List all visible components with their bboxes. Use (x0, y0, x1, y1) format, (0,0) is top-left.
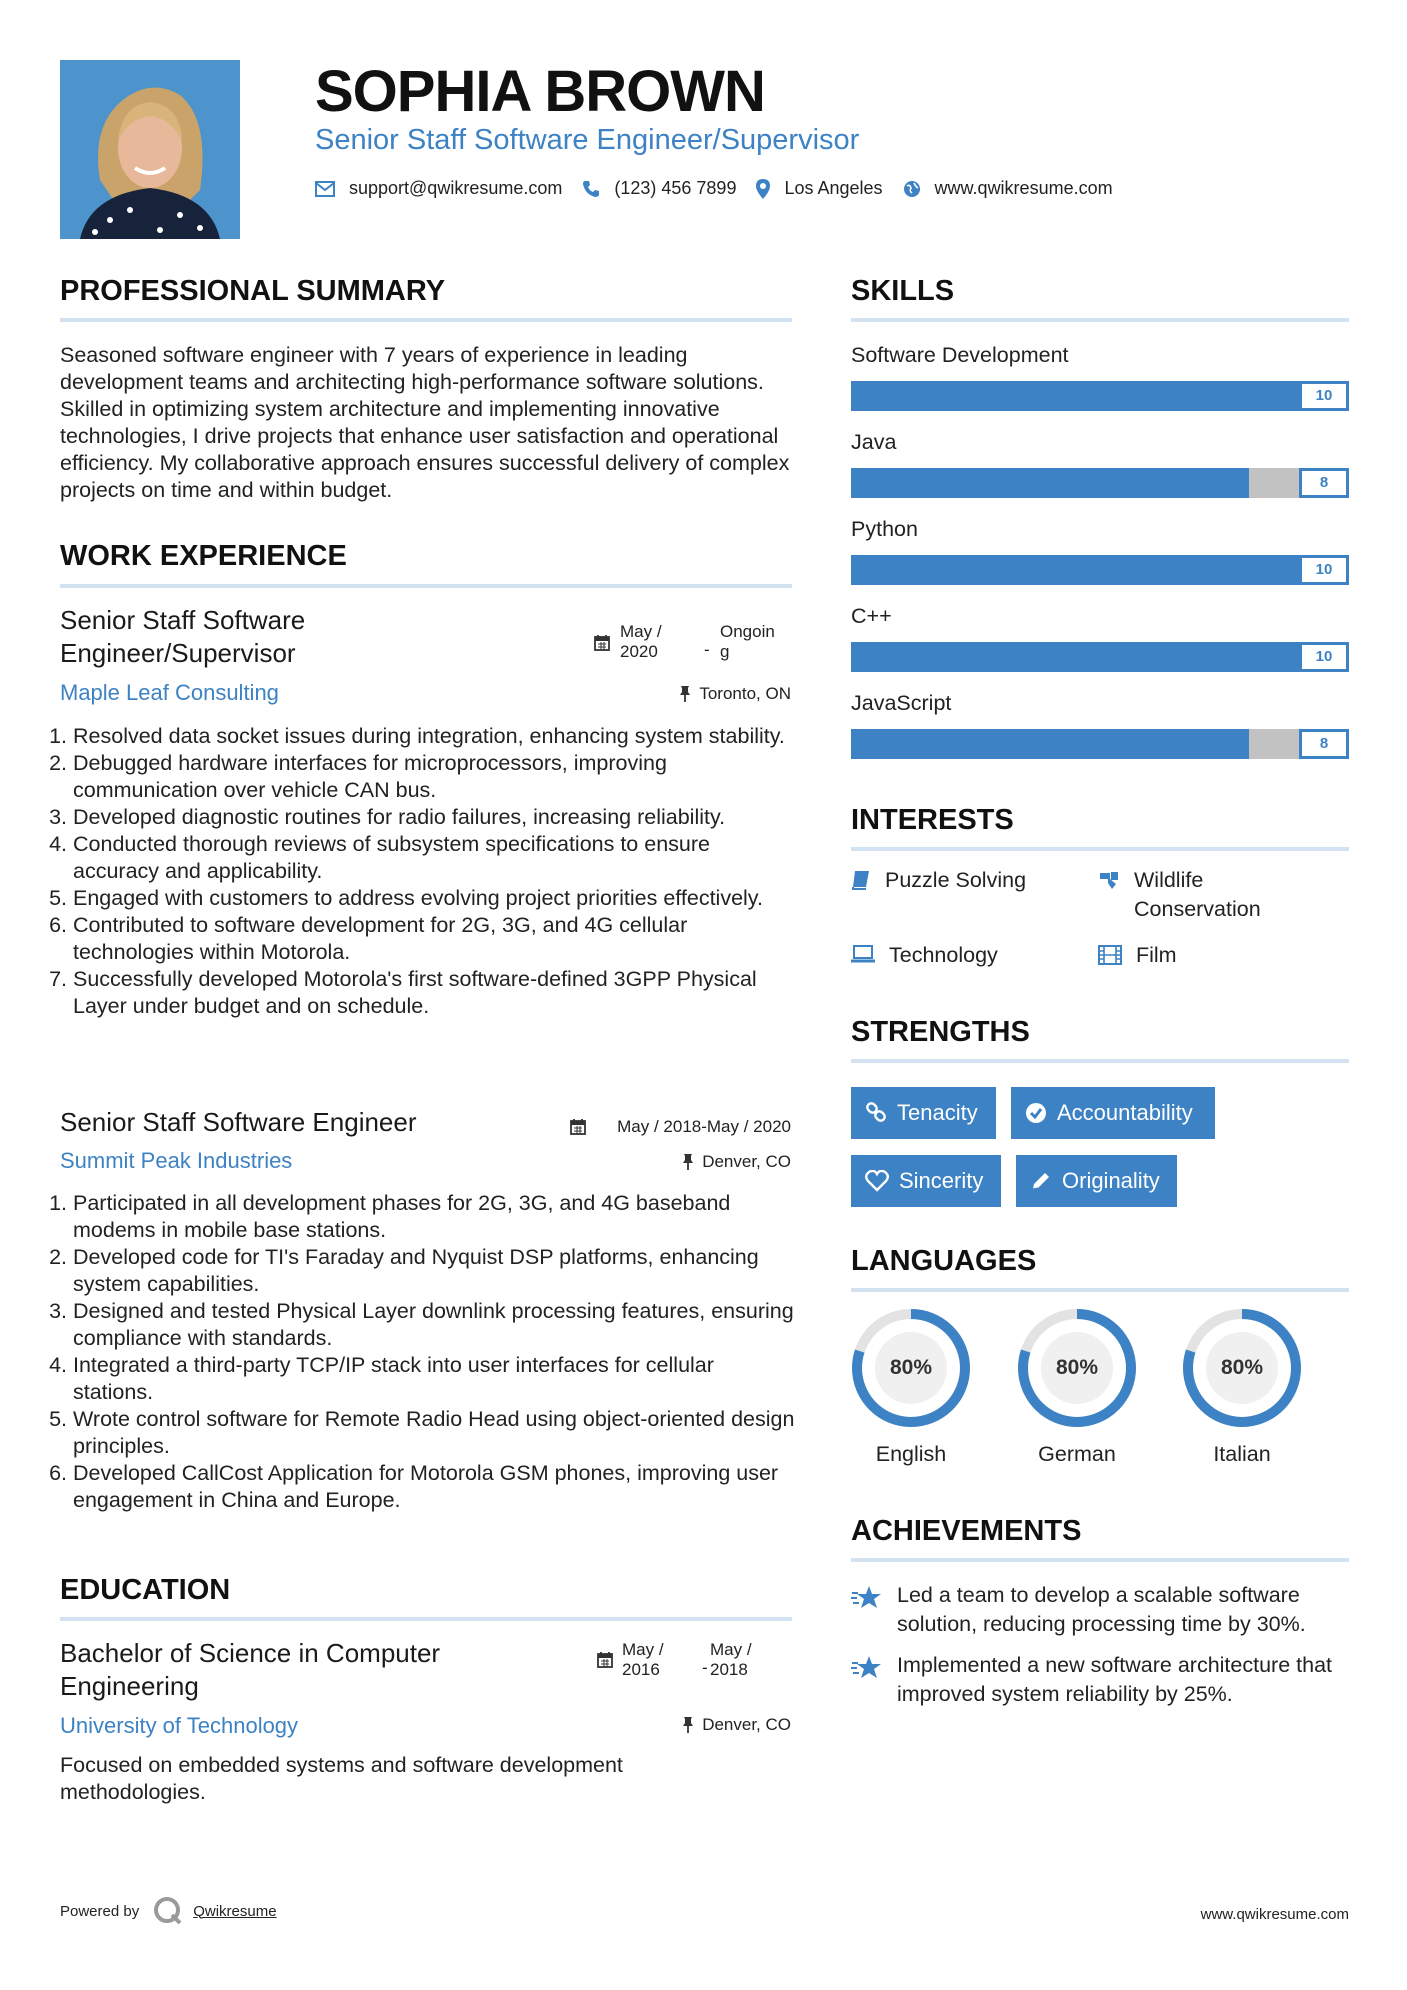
summary-heading: PROFESSIONAL SUMMARY (60, 275, 446, 307)
skill-label: Python (851, 517, 918, 541)
language-percent: 80% (1055, 1356, 1099, 1379)
star-icon (851, 1585, 883, 1611)
job-1-location-text: Toronto, ON (699, 684, 791, 703)
qwikresume-link[interactable]: Qwikresume (193, 1902, 277, 1920)
skill-label: Java (851, 430, 897, 454)
globe-icon (903, 180, 921, 198)
skill-bar (851, 642, 1349, 672)
list-item: 6. Developed CallCost Application for Motorola GSM phones, improving user engagement in China and Europe. (73, 1460, 795, 1514)
skills-heading: SKILLS (851, 275, 955, 307)
strength-label: Sincerity (899, 1168, 984, 1193)
contact-phone-text: (123) 456 7899 (614, 178, 737, 198)
interests-rule (851, 847, 1349, 851)
skill-label: Software Development (851, 343, 1069, 367)
skill-fill (851, 729, 1249, 759)
calendar-icon (597, 1651, 613, 1668)
list-item: 3. Designed and tested Physical Layer downlink processing features, ensuring compliance with standards. (73, 1298, 795, 1352)
star-icon (851, 1655, 883, 1681)
envelope-icon (315, 181, 335, 197)
skill-fill (851, 468, 1249, 498)
laptop-icon (851, 945, 875, 963)
strength-label: Originality (1062, 1168, 1160, 1193)
contact-website-text: www.qwikresume.com (934, 178, 1113, 198)
language-name: Italian (1213, 1442, 1271, 1466)
education-date-start: May / 2016 (622, 1640, 664, 1679)
pencil-icon (1030, 1170, 1052, 1192)
calendar-icon (570, 1118, 586, 1135)
skill-fill (851, 381, 1349, 411)
candidate-title: Senior Staff Software Engineer/Supervisor (315, 124, 860, 156)
list-item: 4. Conducted thorough reviews of subsystem specifications to ensure accuracy and applicability. (73, 831, 795, 885)
link-icon (865, 1102, 887, 1124)
skill-label: C++ (851, 604, 892, 628)
interest-label: Film (1136, 943, 1177, 967)
skill-label: JavaScript (851, 691, 952, 715)
skill-score: 10 (1299, 642, 1349, 672)
strength-tag (851, 1087, 996, 1139)
skill-score: 10 (1299, 381, 1349, 411)
education-location (682, 1715, 791, 1735)
language-item (849, 1306, 973, 1467)
interest-label: Puzzle Solving (885, 868, 1027, 892)
list-item: 1. Participated in all development phases for 2G, 3G, and 4G baseband modems in mobile base stations. (73, 1190, 795, 1244)
skill-fill (851, 642, 1349, 672)
achievement-item (851, 1581, 1349, 1639)
language-percent: 80% (1220, 1356, 1264, 1379)
experience-heading: WORK EXPERIENCE (60, 540, 347, 572)
skill-score: 8 (1299, 468, 1349, 498)
list-item: 5. Engaged with customers to address evolving project priorities effectively. (73, 885, 795, 912)
calendar-icon (594, 634, 610, 651)
interest-label: Wildlife Conservation (1134, 868, 1261, 921)
skill-score: 8 (1299, 729, 1349, 759)
languages-rule (851, 1288, 1349, 1292)
map-marker-icon (756, 179, 770, 199)
education-description: Focused on embedded systems and software development methodologies. (60, 1753, 623, 1804)
achievements-heading: ACHIEVEMENTS (851, 1515, 1082, 1547)
job-1-date-separator: - (704, 640, 710, 659)
education-school[interactable]: University of Technology (60, 1713, 299, 1738)
education-date-end: May / 2018 (710, 1640, 752, 1679)
list-item: 3. Developed diagnostic routines for radio failures, increasing reliability. (73, 804, 795, 831)
education-date-separator: - (702, 1658, 708, 1677)
strength-tag (1011, 1087, 1215, 1139)
summary-text: Seasoned software engineer with 7 years of experience in leading development teams and architecting high-performance software solutions. Skilled in optimizing system architecture and implementing innovative technologies, I drive projects that enhance user satisfaction and operational efficiency. My collaborative approach ensures successful delivery of complex projects on time and within budget. (60, 343, 790, 502)
phone-icon (582, 180, 600, 198)
job-1-date-start: May / 2020 (620, 622, 662, 661)
contact-location (756, 178, 882, 199)
paw-icon (1098, 870, 1120, 890)
interest-item (851, 941, 1091, 970)
list-item: 6. Contributed to software development for 2G, 3G, and 4G cellular technologies within Motorola. (73, 912, 795, 966)
achievements-rule (851, 1558, 1349, 1562)
skill-bar (851, 729, 1349, 759)
languages-heading: LANGUAGES (851, 1245, 1037, 1277)
strength-label: Tenacity (897, 1100, 978, 1125)
job-2-date: May / 2018-May / 2020 (617, 1117, 791, 1136)
interest-item (1098, 866, 1298, 924)
contact-location-text: Los Angeles (784, 178, 883, 198)
list-item: 2. Developed code for TI's Faraday and Nyquist DSP platforms, enhancing system capabilities. (73, 1244, 795, 1298)
list-item: 7. Successfully developed Motorola's first software-defined 3GPP Physical Layer under budget and on schedule. (73, 966, 795, 1020)
language-name: German (1038, 1442, 1116, 1466)
job-1-title: Senior Staff Software Engineer/Supervisor (60, 605, 306, 668)
contact-email[interactable] (315, 178, 562, 199)
job-1-bullets (55, 723, 795, 1020)
education-heading: EDUCATION (60, 1574, 231, 1606)
footer-powered-by (60, 1896, 277, 1926)
skills-rule (851, 318, 1349, 322)
film-icon (1098, 945, 1122, 965)
pin-icon (682, 1716, 694, 1734)
check-circle-icon (1025, 1102, 1047, 1124)
heart-icon (865, 1170, 889, 1192)
job-2-location (682, 1152, 791, 1172)
education-location-text: Denver, CO (702, 1715, 791, 1734)
job-2-company[interactable]: Summit Peak Industries (60, 1148, 293, 1173)
strength-label: Accountability (1057, 1100, 1193, 1125)
candidate-name: SOPHIA BROWN (315, 59, 765, 124)
strengths-heading: STRENGTHS (851, 1016, 1030, 1048)
achievement-item (851, 1651, 1349, 1709)
list-item: 1. Resolved data socket issues during integration, enhancing system stability. (73, 723, 795, 750)
list-item: 5. Wrote control software for Remote Radio Head using object-oriented design principles. (73, 1406, 795, 1460)
skill-bar (851, 381, 1349, 411)
strength-tag (1016, 1155, 1177, 1207)
contact-phone[interactable] (582, 178, 736, 199)
strengths-rule (851, 1059, 1349, 1063)
language-item (1180, 1306, 1304, 1467)
experience-rule (60, 584, 792, 588)
book-icon (851, 870, 871, 890)
achievement-text: Implemented a new software architecture that improved system reliability by 25%. (897, 1653, 1332, 1706)
powered-by-text: Powered by (60, 1902, 140, 1920)
qwikresume-logo-icon (153, 1896, 183, 1926)
interests-heading: INTERESTS (851, 804, 1014, 836)
interest-item (1098, 941, 1298, 970)
contact-email-text: support@qwikresume.com (349, 178, 563, 198)
interest-item (851, 866, 1091, 895)
skill-bar (851, 468, 1349, 498)
interest-label: Technology (889, 943, 998, 967)
skill-score: 10 (1299, 555, 1349, 585)
language-percent: 80% (889, 1356, 933, 1379)
job-2-title: Senior Staff Software Engineer (60, 1107, 417, 1137)
contact-bar (315, 178, 1133, 199)
job-2-bullets (55, 1190, 795, 1514)
summary-rule (60, 318, 792, 322)
skill-fill (851, 555, 1349, 585)
education-rule (60, 1617, 792, 1621)
job-1-company[interactable]: Maple Leaf Consulting (60, 680, 279, 705)
list-item: 2. Debugged hardware interfaces for microprocessors, improving communication over vehicle CAN bus. (73, 750, 795, 804)
strength-tag (851, 1155, 1001, 1207)
language-name: English (875, 1442, 947, 1466)
achievement-text: Led a team to develop a scalable software solution, reducing processing time by 30%. (897, 1583, 1306, 1636)
pin-icon (682, 1153, 694, 1171)
profile-photo (60, 60, 240, 239)
job-2-location-text: Denver, CO (702, 1152, 791, 1171)
job-1-date-end: Ongoing (720, 622, 775, 661)
education-degree: Bachelor of Science in Computer Engineering (60, 1638, 441, 1701)
language-item (1015, 1306, 1139, 1467)
list-item: 4. Integrated a third-party TCP/IP stack into user interfaces for cellular stations. (73, 1352, 795, 1406)
contact-website[interactable] (903, 178, 1113, 199)
pin-icon (679, 685, 691, 703)
job-1-location (679, 684, 791, 704)
footer-website[interactable]: www.qwikresume.com (1200, 1906, 1349, 1923)
skill-bar (851, 555, 1349, 585)
